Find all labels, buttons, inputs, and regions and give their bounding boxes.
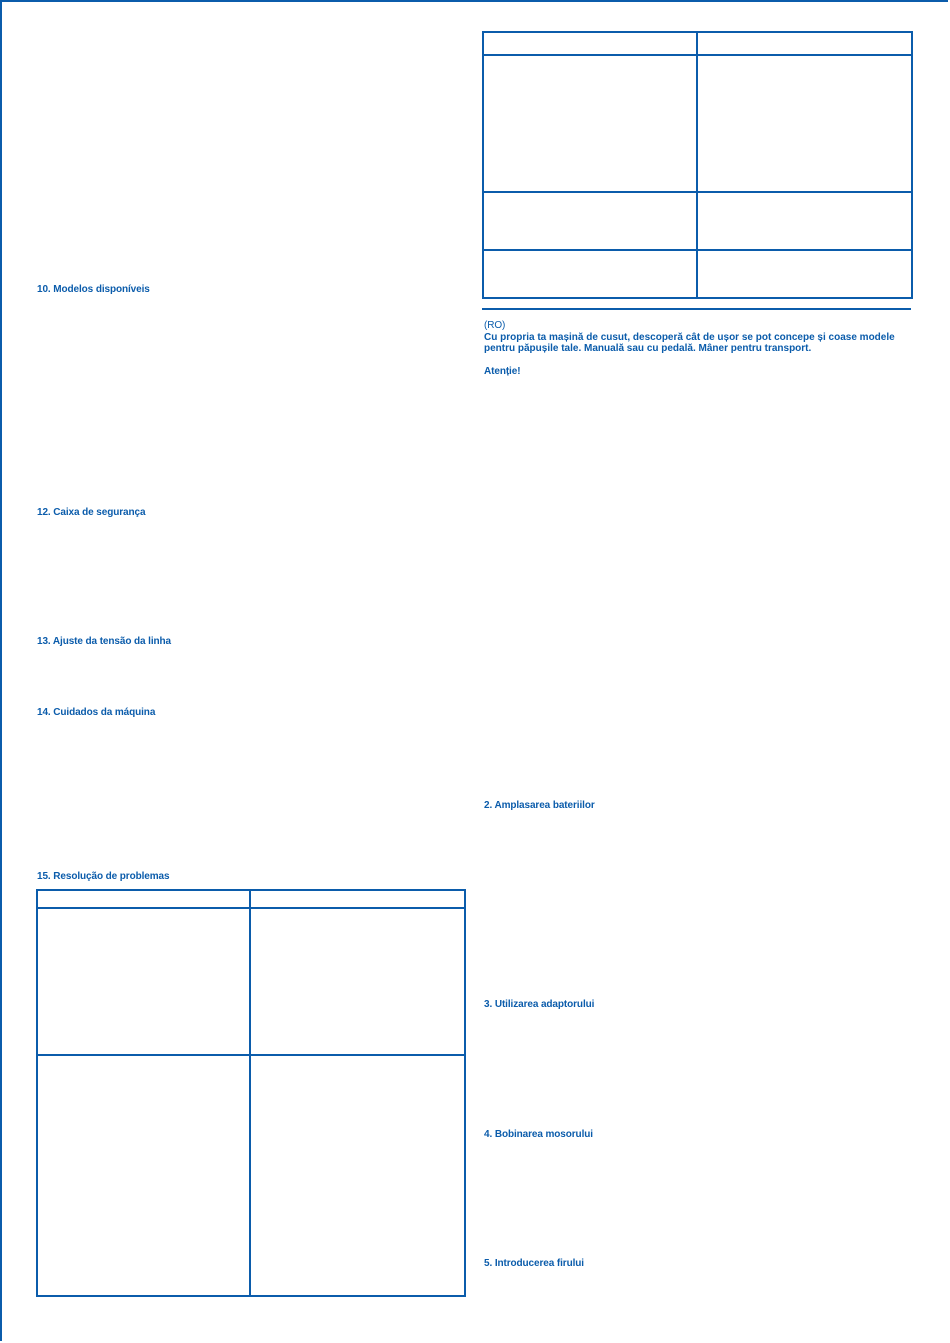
table-cell xyxy=(697,192,912,250)
table-cell xyxy=(483,250,697,298)
table-cell xyxy=(37,1055,250,1296)
section-15-heading: 15. Resolução de problemas xyxy=(37,871,170,882)
section-5-heading: 5. Introducerea firului xyxy=(484,1258,584,1269)
intro-paragraph: Cu propria ta mașină de cusut, descoperă cât de ușor se pot concepe și coase modele pentru păpușile tale. Manuală sau cu pedală. Mâner pentru transport. xyxy=(484,332,895,354)
language-code: (RO) xyxy=(484,320,506,331)
table-header-cell xyxy=(250,890,465,908)
table-cell xyxy=(483,192,697,250)
section-2-heading: 2. Amplasarea bateriilor xyxy=(484,800,595,811)
section-divider xyxy=(482,308,911,310)
section-14-heading: 14. Cuidados da máquina xyxy=(37,707,156,718)
section-10-heading: 10. Modelos disponíveis xyxy=(37,284,150,295)
table-header-cell xyxy=(697,32,912,55)
table-cell xyxy=(697,55,912,192)
top-right-table xyxy=(482,31,913,299)
table-cell xyxy=(250,1055,465,1296)
warning-heading: Atenție! xyxy=(484,366,521,377)
table-cell xyxy=(483,55,697,192)
section-4-heading: 4. Bobinarea mosorului xyxy=(484,1129,593,1140)
section-13-heading: 13. Ajuste da tensão da linha xyxy=(37,636,171,647)
table-cell xyxy=(250,908,465,1055)
table-header-cell xyxy=(37,890,250,908)
section-3-heading: 3. Utilizarea adaptorului xyxy=(484,999,595,1010)
table-header-cell xyxy=(483,32,697,55)
table-cell xyxy=(37,908,250,1055)
table-cell xyxy=(697,250,912,298)
section-12-heading: 12. Caixa de segurança xyxy=(37,507,146,518)
troubleshooting-table xyxy=(36,889,466,1297)
